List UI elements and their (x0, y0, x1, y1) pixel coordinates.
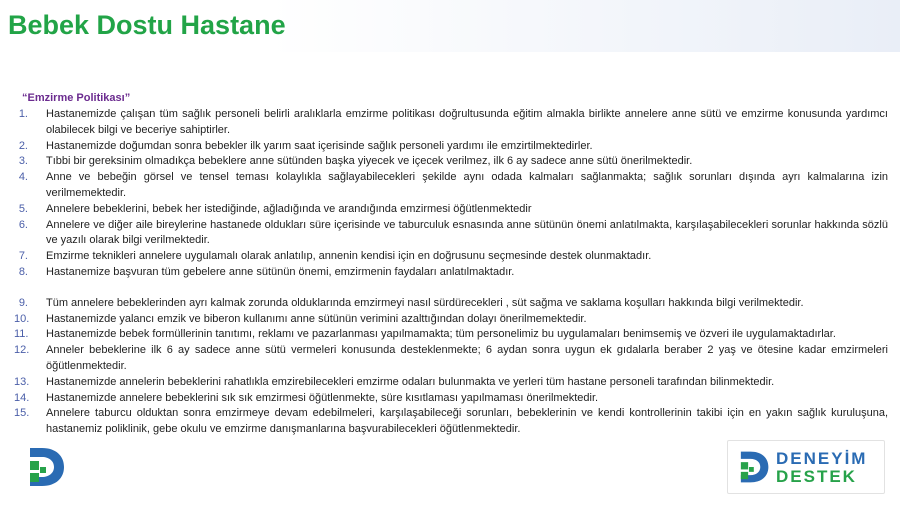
policy-item-number-text: 14. (14, 391, 30, 404)
policy-item-number-text: 3. (18, 155, 28, 168)
policy-item-number-text: 5. (18, 202, 28, 215)
policy-item-number (14, 375, 46, 391)
policy-item-number-text: 10. (14, 312, 30, 325)
deneyim-destek-d-logo-icon (24, 444, 66, 490)
policy-item-number-text: 4. (18, 171, 28, 184)
policy-item-number (14, 154, 46, 170)
logo-text-line1: DENEYİM (776, 449, 868, 468)
policy-item-text: Hastanemizde yalancı emzik ve biberon kullanımı anne sütünün verimini azalttığından dolayı önerilmemektedir. (46, 312, 587, 325)
policy-item (14, 391, 888, 407)
policy-item-number (14, 218, 46, 250)
policy-item-number-text: 15. (14, 407, 30, 420)
policy-item (14, 202, 888, 218)
policy-item-text: Hastanemizde annelerin bebeklerini rahatlıkla emzirebilecekleri emzirme odaları bulunmakta ve yerleri tüm hastane personeli tarafından bilinmektedir. (46, 375, 775, 388)
policy-item-number (14, 343, 46, 375)
policy-item-text: Hastanemize başvuran tüm gebelere anne sütünün önemi, emzirmenin faydaları anlatılmaktadır. (46, 265, 515, 278)
policy-item-text: Hastanemizde çalışan tüm sağlık personeli belirli aralıklarla emzirme politikası doğrultusunda eğitim almakla birlikte annelere anne sütü ve emzirme konusunda yardımcı olabilecek bilgi ve beceriye sahiptirler. (46, 108, 888, 136)
policy-item-number (14, 107, 46, 139)
logo-text-line2: DESTEK (776, 467, 857, 486)
header-bar (0, 0, 900, 52)
deneyim-destek-d-logo-icon (736, 448, 770, 486)
policy-item (14, 406, 888, 438)
policy-item-number (14, 406, 46, 438)
policy-item-number-text: 13. (14, 375, 30, 388)
policy-item-number (14, 170, 46, 202)
policy-item (14, 249, 888, 265)
policy-item-number (14, 296, 46, 312)
policy-item-number (14, 249, 46, 265)
policy-item-text: Tıbbi bir gereksinim olmadıkça bebeklere anne sütünden başka yiyecek ve içecek verilmez, ilk 6 ay sadece anne sütü önerilmektedir. (46, 155, 693, 168)
policy-item-number (14, 265, 46, 281)
policy-item-number (14, 202, 46, 218)
policy-item-number-text: 2. (18, 139, 28, 152)
policy-item-text: Emzirme teknikleri annelere uygulamalı olarak anlatılıp, annenin kendisi için en doğrusunu seçmesinde destek olunmaktadır. (46, 250, 652, 263)
policy-item (14, 154, 888, 170)
policy-item (14, 170, 888, 202)
policy-item-number (14, 327, 46, 343)
policy-item-text: Anneler bebeklerine ilk 6 ay sadece anne sütü vermeleri konusunda desteklenmekte; 6 aydan sonra uygun ek gıdalarla beraber 2 yaş ve ötesine kadar emzirmeleri öğütlenmektedir. (46, 344, 888, 372)
policy-item-text: Hastanemizde bebek formüllerinin tanıtımı, reklamı ve pazarlanması yapılmamakta; tüm personelimiz bu uygulamaları benimsemiş ve özveri ile uygulamaktadırlar. (46, 328, 836, 341)
policy-item-number-text: 11. (14, 328, 29, 341)
policy-item (14, 107, 888, 139)
policy-item (14, 312, 888, 328)
policy-item-number-text: 8. (18, 265, 28, 278)
policy-title: “Emzirme Politikası” (22, 92, 131, 104)
deneyim-destek-logo (727, 440, 885, 494)
policy-item-text: Anne ve bebeğin görsel ve tensel teması kolaylıkla sağlayabilecekleri şekilde aynı odada kalmaları sağlanmakta; sağlık sorunları dışında ayrı kalmalarına izin verilmemektedir. (46, 171, 888, 199)
policy-item-number (14, 312, 46, 328)
policy-item-text: Annelere bebeklerini, bebek her istediğinde, ağladığında ve arandığında emzirmesi öğütlenmektedir (46, 202, 532, 215)
policy-item-number-text: 7. (18, 250, 28, 263)
policy-item (14, 327, 888, 343)
policy-item-number-text: 1. (18, 108, 28, 120)
policy-item-number-text: 12. (14, 344, 30, 357)
policy-item (14, 296, 888, 312)
policy-item-text: Annelere taburcu olduktan sonra emzirmeye devam edebilmeleri, karşılaşabileceği sorunları, bebeklerinin ve kendi kontrollerinin takibi için en yakın sağlık kuruluşuna, hastanemiz poliklinik, gebe okulu ve emzirme danışmanlarına başvurabilecekleri öğütlenmektedir. (46, 407, 888, 436)
policy-item (14, 265, 888, 281)
policy-item (14, 375, 888, 391)
policy-item-number (14, 391, 46, 407)
policy-item (14, 218, 888, 250)
page-title: Bebek Dostu Hastane (8, 10, 286, 40)
policy-item-text: Hastanemizde doğumdan sonra bebekler ilk yarım saat içerisinde sağlık personeli yardımı ile emzirtilmektedirler. (46, 139, 593, 152)
policy-section (14, 92, 888, 438)
policy-item-text: Annelere ve diğer aile bireylerine hastanede oldukları süre içerisinde ve taburculuk esnasında anne sütünün önemi anlatılmakta, karşılaşabilecekleri sorunlar hakkında sözlü ve yazılı olarak bilgi verilmektedir. (46, 218, 888, 247)
policy-item-number-text: 6. (18, 218, 28, 231)
policy-item (14, 343, 888, 375)
policy-item (14, 139, 888, 155)
policy-item-number-text: 9. (18, 296, 28, 309)
policy-item-text: Hastanemizde annelere bebeklerini sık sık emzirmesi öğütlenmekte, süre kısıtlaması yapılmaması önerilmektedir. (46, 391, 599, 404)
policy-list (14, 107, 888, 438)
policy-item-number (14, 139, 46, 155)
policy-item-text: Tüm annelere bebeklerinden ayrı kalmak zorunda olduklarında emzirmeyi nasıl sürdürecekleri , süt sağma ve saklama koşulları hakkında bilgi verilmektedir. (46, 296, 804, 309)
